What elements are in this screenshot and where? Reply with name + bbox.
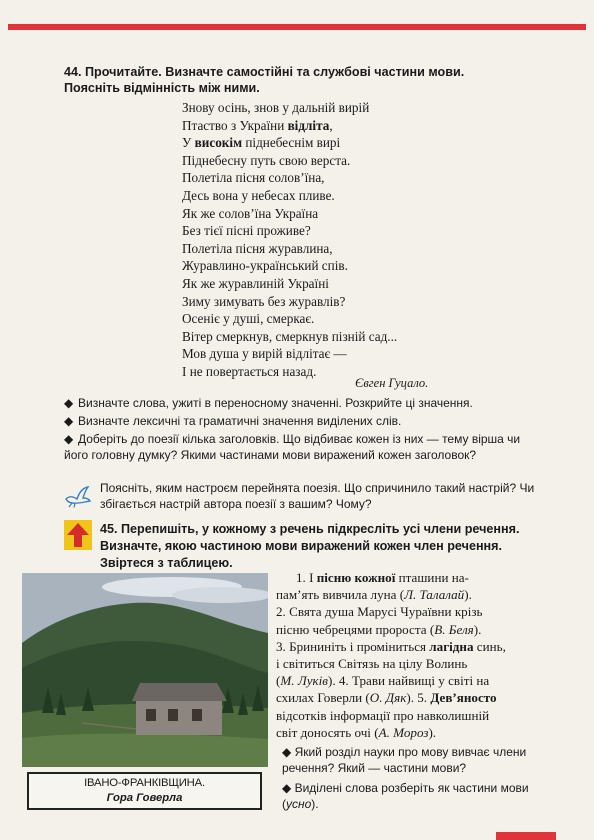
diamond-bullet-icon: ◆ [282, 745, 295, 759]
poem-text: Полетіла пісня солов’їна, [182, 170, 325, 186]
sentence-line [276, 621, 546, 638]
task-item [64, 414, 540, 430]
poem-text: Без тієї пісні проживе? [182, 223, 311, 239]
task-item [64, 432, 540, 463]
poem-line [182, 205, 462, 223]
exercise-45-sentences [276, 569, 546, 741]
caption-place: ІВАНО-ФРАНКІВЩИНА. [84, 777, 205, 789]
diamond-bullet-icon: ◆ [282, 781, 295, 795]
poem-line [182, 293, 462, 311]
sentence-line [276, 724, 546, 741]
poem-author: Євген Гуцало. [355, 376, 429, 390]
sentence-line [276, 603, 546, 620]
poem-text: Осеніє у душі, смеркає. [182, 311, 315, 327]
sentence-text: ). 5. [406, 690, 431, 706]
poem-line [182, 328, 462, 346]
poem-line [182, 240, 462, 258]
poem-text: Піднебесну путь свою верста. [182, 152, 351, 168]
sentence-text: пам’ять вивчила луна ( [276, 587, 405, 603]
sentence-text: синь, [473, 638, 506, 654]
sentence-line [276, 569, 546, 586]
exercise-45-heading-text: 45. Перепишіть, у кожному з речень підкресліть усі члени речення. Визначте, якою частиною мови виражений кожен член речення. Звіртеся з таблицею. [100, 522, 520, 570]
diamond-bullet-icon: ◆ [64, 396, 74, 410]
sentence-line [276, 707, 546, 724]
mountain-photo [22, 573, 268, 767]
task-text: Доберіть до поезії кілька заголовків. Що відбиває кожен із них — тему вірша чи його головну думку? Якими частинами мови виражений кожен заголовок? [64, 432, 521, 462]
sentence-text: схилах Говерли ( [276, 690, 370, 706]
exercise-44-heading-line1: 44. Прочитайте. Визначте самостійні та службові частини мови. [64, 65, 465, 79]
poem-text: Як же солов’їна Україна [182, 205, 319, 221]
poem-text: Вітер смеркнув, смеркнув пізній сад... [182, 328, 398, 344]
exercise-44-heading [64, 64, 546, 96]
poem-line [182, 222, 462, 240]
question-italic: усно [286, 796, 312, 811]
highlighted-word: відліта [287, 117, 330, 133]
exercise-45-heading [64, 521, 546, 572]
poem-text: Знову осінь, знов у дальній вирій [182, 100, 370, 115]
question-text: Виділені слова розберіть як частини мови ( [282, 781, 529, 811]
photo-caption [27, 772, 262, 810]
question-text: Який розділ науки про мову вивчає члени речення? Який — частини мови? [282, 745, 527, 775]
poem-text: піднебеснім вирі [242, 135, 341, 151]
caption-name: Гора Говерла [106, 792, 183, 804]
sentence-text: 3. Брининіть і проміниться [276, 638, 430, 654]
poem-text: , [329, 117, 333, 133]
author-reference: О. Дяк [369, 690, 407, 706]
poem-text: Зиму зимувать без журавлів? [182, 293, 346, 309]
poem-text: Мов душа у вирій відлітає — [182, 346, 347, 362]
poem-line [182, 257, 462, 275]
highlighted-word: високім [194, 135, 243, 151]
poem-line [182, 152, 462, 170]
highlighted-word: лагідна [429, 638, 474, 654]
question-item [282, 781, 546, 812]
poem [182, 99, 462, 381]
sentence-text: і світиться Світязь на цілу Волинь [276, 656, 468, 672]
poem-line [182, 275, 462, 293]
poem-text: Полетіла пісня журавлина, [182, 240, 333, 256]
sentence-text: ). [464, 587, 472, 603]
highlighted-word: Дев’яносто [430, 690, 497, 706]
poem-line [182, 169, 462, 187]
dove-icon [64, 485, 92, 509]
top-red-bar [8, 24, 586, 30]
diamond-bullet-icon: ◆ [64, 432, 74, 446]
task-text: Визначте слова, ужиті в переносному значенні. Розкрийте ці значення. [78, 396, 473, 410]
poem-line [182, 187, 462, 205]
highlighted-word: пісню кожної [316, 570, 396, 585]
sentence-text: ( [276, 673, 281, 689]
poem-text: І не повертається назад. [182, 363, 317, 379]
poem-line [182, 99, 462, 117]
diamond-bullet-icon: ◆ [64, 414, 74, 428]
author-reference: М. Луків [280, 673, 328, 689]
author-reference: А. Мороз [378, 724, 429, 740]
sentence-text: 1. І [296, 570, 317, 585]
bottom-red-bar [496, 832, 556, 840]
question-text-end: ). [311, 796, 319, 811]
author-reference: Л. Талалай [404, 587, 465, 603]
task-item [64, 396, 540, 412]
sentence-text: відсотків інформації про навколишній [276, 707, 490, 723]
sentence-line [276, 655, 546, 672]
sentence-line [276, 672, 546, 689]
sentence-line [276, 638, 546, 655]
poem-line [182, 345, 462, 363]
sentence-text: 2. Свята душа Марусі Чураївни крізь [276, 604, 483, 620]
poem-line [182, 117, 462, 135]
poem-text: Як же журавлиній Україні [182, 275, 329, 291]
sentence-text: пташини на- [395, 570, 469, 585]
exercise-44-heading-line2: Поясніть відмінність між ними. [64, 81, 260, 95]
sentence-text: ). [473, 621, 482, 637]
poem-text: У [182, 135, 195, 151]
sentence-text: ). [428, 724, 437, 740]
poem-line [182, 134, 462, 152]
poem-text: Десь вона у небесах пливе. [182, 187, 335, 203]
poem-line [182, 310, 462, 328]
sentence-text: світ доносять очі ( [276, 724, 379, 740]
poem-text: Птаство з України [182, 117, 288, 133]
poem-text: Журавлино-український спів. [182, 258, 348, 274]
task-text: Визначте лексичні та граматичні значення виділених слів. [78, 414, 402, 428]
sentence-text: ). 4. Трави найвищі у світі на [327, 673, 490, 689]
question-item [282, 745, 546, 776]
sentence-text: пісню чебрецями пророста ( [276, 621, 435, 637]
sentence-line [276, 586, 546, 603]
author-reference: В. Беля [434, 621, 474, 637]
sentence-line [276, 689, 546, 706]
reflection-task: Поясніть, яким настроєм перейнята поезія. Що спричинило такий настрій? Чи збігається настрій автора поезії з вашим? Чому? [100, 481, 535, 511]
